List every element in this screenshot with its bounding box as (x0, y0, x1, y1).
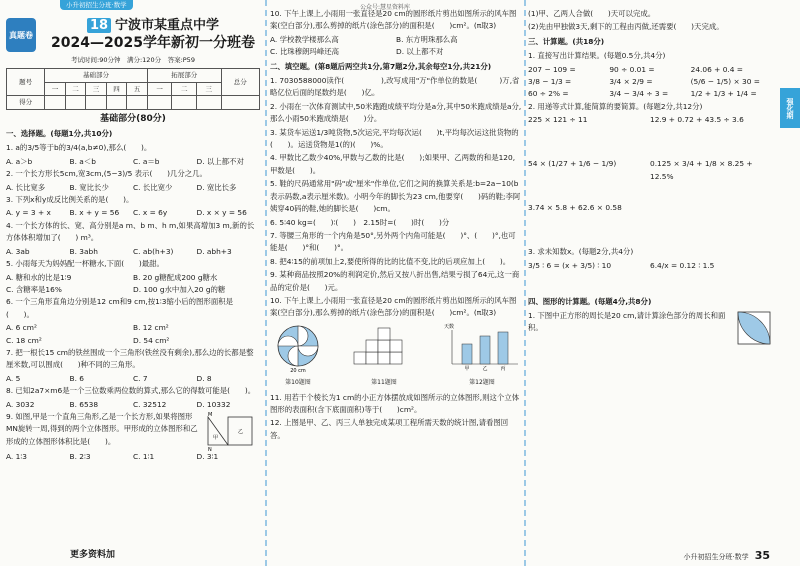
question: 7. 把一根长15 cm的铁丝围成一个三角形(铁丝没有剩余),那么边的长都是整厘米数,可以围成( )种不同的三角形。 (6, 347, 254, 370)
score-input[interactable] (65, 96, 86, 109)
question: 3. 求未知数x。(每题2分,共4分) (528, 247, 634, 257)
options (6, 207, 260, 219)
question: 6. 一个三角形直角边分别是12 cm和9 cm,按1∶3缩小后的图形面积是( )。 (6, 297, 234, 319)
option[interactable]: A. y = 3 + x (6, 208, 51, 218)
fig-caption: 第12题图 (469, 379, 495, 387)
figure-q9 (204, 411, 260, 451)
fig-caption: 第10题图 (285, 379, 311, 387)
calc-row (528, 158, 772, 202)
fig-label: 天数 (444, 323, 455, 330)
calc-item[interactable]: 1/2 + 1/3 + 1/4 = (690, 89, 757, 99)
option[interactable]: A. 糖和水的比是1∶9 (6, 272, 72, 282)
cube (366, 340, 378, 352)
score-cell: 四 (106, 82, 127, 95)
column-right (528, 8, 772, 346)
page-number: 35 (754, 549, 770, 562)
figure-q10 (270, 322, 326, 390)
option[interactable]: A. 1∶3 (6, 451, 27, 461)
option[interactable]: B. 6538 (69, 399, 99, 409)
question: 2. 小雨在一次体育测试中,50米跑跑成绩平均分是a分,其中50米跑成绩是a分,那么小雨50米跑成绩是( )分。 (270, 101, 522, 124)
calc-item[interactable]: 3/4 − 3/4 ÷ 3 = (609, 89, 669, 99)
book-logo-icon (6, 18, 36, 52)
top-note: 公众号:慧星资料库 (360, 4, 411, 11)
score-header: 拓展部分 (147, 69, 221, 82)
score-cell: 二 (172, 82, 197, 95)
option[interactable]: B. a＜b (69, 156, 96, 166)
option[interactable]: D. 8 (196, 373, 212, 383)
option[interactable]: D. 100 g水中加入20 g的糖 (133, 284, 226, 294)
score-input[interactable] (197, 96, 222, 109)
question: 10. 下午上课上,小雨用一张直径是20 cm的圆形纸片剪出如图所示的风车图案(空白部分),那么剪掉的纸片(涂色部分)的面积是( )cm²。(π取3) (270, 295, 517, 318)
question: 5. 鞋的尺码通常用"码"或"厘米"作单位,它们之间的换算关系是:b=2a−10(b表示码数,a表示厘米数)。小明今年的脚长为23 cm,他要穿( )码的鞋;李阿姨穿40码的鞋,她的脚长是( )cm。 (270, 179, 521, 214)
question: 12. 上图是甲、乙、丙三人单独完成某项工程所需天数的统计图,请看图回答。 (270, 418, 509, 440)
score-cell: 二 (65, 82, 86, 95)
question: 9. 某种商品按照20%的利润定价,然后又按八折出售,结果亏损了64元,这一商品的定价是( )元。 (270, 270, 520, 292)
option[interactable]: C. ab(h+3) (133, 246, 174, 256)
bar (480, 336, 490, 364)
calc-item[interactable]: 207 − 109 = (528, 64, 576, 74)
options (6, 182, 260, 194)
question: 9. 如图,甲是一个直角三角形,乙是一个长方形,如果将图形MN旋转一周,得到的两个立体图形。甲形成的立体图形和乙形成的立体图形体积比是( )。 (6, 411, 198, 446)
option[interactable]: D. 10332 (196, 399, 231, 409)
bar-figure (442, 322, 522, 372)
option[interactable]: A. 学校教学楼那么高 (270, 34, 339, 44)
score-input[interactable] (147, 96, 172, 109)
option[interactable]: C. a＝b (133, 156, 160, 166)
options (6, 451, 260, 463)
score-table (6, 68, 260, 109)
square-figure (736, 310, 772, 346)
option[interactable]: B. 6 (69, 373, 84, 383)
options (6, 373, 260, 385)
option[interactable]: B. 东方明珠那么高 (396, 34, 458, 44)
calc-row (528, 114, 772, 158)
score-cell: 五 (127, 82, 148, 95)
option[interactable]: A. a＞b (6, 156, 33, 166)
question: 1. 直接写出计算结果。(每题0.5分,共4分) (528, 51, 666, 61)
question: 4. 甲数比乙数少40%,甲数与乙数的比是( );如果甲、乙两数的和是120,甲数是( )。 (270, 153, 516, 175)
school-name: 宁波市某重点中学 (115, 18, 220, 33)
question: 2. 用递等式计算,能简算的要简算。(每题2分,共12分) (528, 101, 703, 111)
section-geometry: 四、图形的计算题。(每题4分,共8分) (528, 296, 652, 306)
question: 7. 等腰三角形的一个内角是50°,另外两个内角可能是( )°、( )°,也可能是( )°和( )°。 (270, 230, 516, 253)
page-footer (683, 549, 770, 562)
options (6, 246, 260, 258)
options (6, 399, 260, 411)
option[interactable]: B. x + y = 56 (69, 208, 120, 218)
score-cell: 得分 (7, 96, 45, 109)
title-block (6, 18, 260, 52)
pinwheel-figure (270, 322, 326, 372)
score-cell: 一 (45, 82, 66, 95)
paper-number: 18 (87, 18, 111, 33)
option[interactable]: A. 长比宽多 (6, 182, 46, 192)
section-fill: 二、填空题。(第8题后两空共1分,第7题2分,其余每空1分,共21分) (270, 61, 492, 71)
score-header: 总分 (221, 69, 259, 96)
score-header: 题号 (7, 69, 45, 96)
question: 3. 下列x和y成反比例关系的是( )。 (6, 195, 134, 205)
part-basic-heading: 基础部分(80分) (100, 113, 166, 124)
option[interactable]: C. 比珠穆朗玛峰还高 (270, 47, 339, 57)
calc-item[interactable]: 3.74 × 5.8 + 62.6 × 0.58 (528, 203, 622, 213)
fig-label: 乙 (482, 365, 488, 372)
calc-item[interactable]: 0.125 × 3/4 + 1/8 × 8.25 + 12.5% (650, 159, 753, 181)
fig-label: 甲 (464, 365, 470, 372)
calc-row (528, 202, 772, 246)
score-input[interactable] (172, 96, 197, 109)
cube (366, 352, 378, 364)
cube (354, 352, 366, 364)
question-9-block (6, 411, 260, 451)
calc-item[interactable]: 3/8 − 1/3 = (528, 77, 572, 87)
option[interactable]: D. 以上都不对 (196, 156, 244, 166)
column-left (6, 8, 260, 463)
figures-row (270, 322, 522, 390)
score-header: 基础部分 (45, 69, 148, 82)
question: 1. 7030588000读作( ),改写成用"万"作单位的数是( )万,省略亿位后面的尾数约是( )亿。 (270, 76, 520, 98)
column-divider (265, 0, 267, 566)
fig-label: 甲 (213, 434, 219, 441)
option[interactable]: C. x = 6y (133, 208, 168, 218)
score-cell: 三 (197, 82, 222, 95)
calc-item[interactable]: 6.4/x = 0.12 ∶ 1.5 (650, 260, 715, 270)
calc-item[interactable]: 90 ÷ 0.01 = (609, 64, 655, 74)
question: 6. 5∶40 kg=( )∶( ) 2.15时=( )时( )分 (270, 217, 450, 227)
cube (390, 352, 402, 364)
option[interactable]: D. 54 cm² (133, 335, 170, 345)
question: (2)先由甲独做3天,剩下的工程由丙做,还需要( )天完成。 (528, 22, 724, 32)
figure-q11 (348, 322, 420, 390)
question: (1)甲、乙两人合做( )天可以完成。 (528, 9, 656, 18)
option[interactable]: A. 6 cm² (6, 323, 37, 333)
option[interactable]: B. 2∶3 (69, 451, 91, 461)
question: 1. a的3/5等于b的3/4(a,b≠0),那么( )。 (6, 143, 152, 153)
calc-row (528, 76, 772, 88)
footer-label: 小升初招生分班·数学 (683, 553, 749, 561)
score-cell: 一 (147, 82, 172, 95)
exam-meta: 考试时间:90分钟 满分:120分 答案:P59 (71, 56, 195, 64)
logo-text: 真题卷 (9, 30, 33, 40)
calc-row (528, 88, 772, 100)
calc-item[interactable]: 12.9 + 0.72 + 43.5 ÷ 3.6 (650, 115, 744, 125)
option[interactable]: D. 宽比长多 (196, 182, 237, 192)
options (6, 156, 260, 168)
option[interactable]: C. 32512 (133, 399, 167, 409)
question: 4. 一个长方体的长、宽、高分别是a m、b m、h m,如果高增加3 m,新的长方体体积增加了( ) m³。 (6, 220, 255, 243)
option[interactable]: C. 长比宽少 (133, 182, 173, 192)
option[interactable]: D. x × y = 56 (196, 208, 247, 218)
question: 8. 已知2a7×m6是一个三位数乘两位数的算式,那么它的得数可能是( )。 (6, 386, 256, 396)
bar (498, 332, 508, 364)
cube-stack (354, 328, 402, 364)
option[interactable]: C. 1∶1 (133, 451, 155, 461)
paper-title: 2024—2025学年新初一分班卷 (51, 35, 255, 51)
option[interactable]: A. 3ab (6, 246, 30, 256)
options (6, 272, 260, 297)
calc-item[interactable]: 60 ÷ 2% = (528, 89, 569, 99)
question: 2. 一个长方形长5cm,宽3cm,(5−3)/5 表示( )几分之几。 (6, 169, 207, 179)
cubes-figure (348, 322, 420, 372)
calc-item[interactable]: 54 × (1/27 + 1/6 − 1/9) (528, 159, 617, 169)
score-input[interactable] (221, 96, 259, 109)
options (270, 34, 522, 59)
calc-item[interactable]: 225 × 121 ÷ 11 (528, 115, 588, 125)
score-input[interactable] (45, 96, 66, 109)
question: 8. 把4∶15的前项加上2,要使所得的比的比值不变,比的后项应加上( )。 (270, 256, 511, 266)
column-middle (270, 8, 522, 443)
option[interactable]: A. 3032 (6, 399, 35, 409)
header-tag: 小升初招生分班·数学 (60, 0, 133, 10)
question: 5. 小雨每天为妈妈配一杯糖水,下面( )最甜。 (6, 259, 164, 269)
fig-label: M (208, 411, 213, 418)
bar (462, 344, 472, 364)
option[interactable]: C. 含糖率是16% (6, 284, 62, 294)
option[interactable]: B. 12 cm² (133, 323, 169, 333)
school-title (46, 18, 260, 34)
option[interactable]: B. 20 g糖配成200 g糖水 (133, 272, 218, 282)
calc-row (528, 64, 772, 76)
section-choice: 一、选择题。(每题1分,共10分) (6, 129, 113, 139)
column-divider (524, 0, 526, 566)
option[interactable]: B. 宽比长少 (69, 182, 109, 192)
title-text (46, 18, 260, 52)
score-input[interactable] (127, 96, 148, 109)
more-label: 更多资料加 (70, 550, 116, 560)
option[interactable]: D. 3∶1 (196, 451, 219, 461)
options (6, 322, 260, 347)
fig-caption: 第11题图 (371, 379, 397, 387)
section-calc: 三、计算题。(共18分) (528, 36, 605, 46)
cube (378, 328, 390, 340)
option[interactable]: C. 18 cm² (6, 335, 42, 345)
option[interactable]: D. abh+3 (196, 246, 232, 256)
option[interactable]: D. 以上都不对 (396, 47, 444, 57)
score-cell: 三 (86, 82, 107, 95)
calc-item[interactable]: 3/4 × 2/9 = (609, 77, 653, 87)
question: 10. 下午上课上,小雨用一张直径是20 cm的圆形纸片剪出如图所示的风车图案(空白部分),那么剪掉的纸片(涂色部分)的面积是( )cm²。(π取3) (270, 9, 517, 31)
question: 11. 用若干个棱长为1 cm的小正方体摆放成如图所示的立体图形,则这个立体图形的表面积(含下底面面积)等于( )cm²。 (270, 392, 520, 414)
figure-q12 (442, 322, 522, 390)
geometry-block (528, 310, 772, 346)
cube (378, 352, 390, 364)
calc-row (528, 260, 772, 294)
fig-label: 丙 (500, 365, 506, 372)
score-input[interactable] (106, 96, 127, 109)
option[interactable]: A. 5 (6, 373, 21, 383)
fig-label: 乙 (238, 428, 244, 435)
score-input[interactable] (86, 96, 107, 109)
calc-item[interactable]: (5/6 − 1/5) × 30 = (690, 77, 760, 87)
fig-label: N (208, 446, 212, 451)
calc-item[interactable]: 24.06 + 0.4 = (690, 64, 744, 74)
question: 1. 下图中正方形的周长是20 cm,请计算涂色部分的周长和面积。 (528, 311, 726, 333)
cube (378, 340, 390, 352)
cube (390, 340, 402, 352)
question: 3. 某货车运送1/3吨货物,5次运完,平均每次运( )t,平均每次运这批货物的( )。运送货物是1(的)( )%。 (270, 127, 519, 150)
calc-item[interactable] (650, 202, 772, 246)
option[interactable]: B. 3abh (69, 246, 98, 256)
fig-label: 20 cm (290, 367, 306, 372)
option[interactable]: C. 7 (133, 373, 148, 383)
calc-item[interactable]: 3/5 ∶ 6 = (x + 3/5) ∶ 10 (528, 260, 612, 270)
side-tab: 强化期 (780, 88, 800, 128)
